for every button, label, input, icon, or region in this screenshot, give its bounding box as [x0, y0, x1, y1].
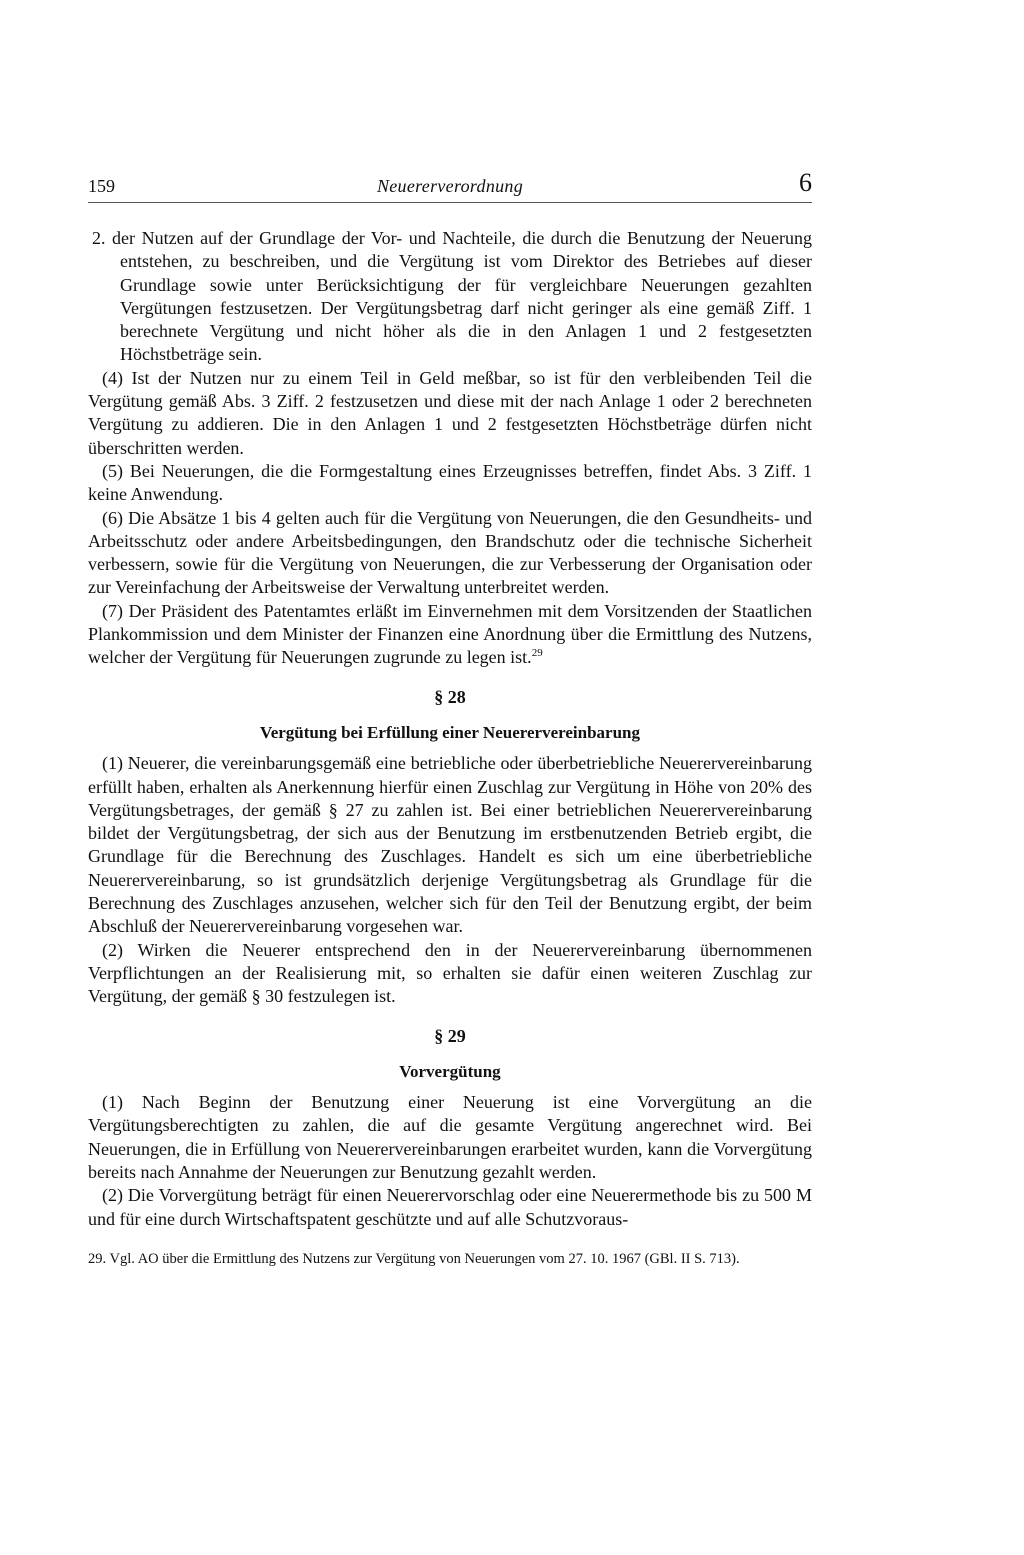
footnote-ref-29: 29 — [531, 647, 543, 660]
paragraph-4: (4) Ist der Nutzen nur zu einem Teil in Geld meßbar, so ist für den verbleibenden Teil die Vergütung gemäß Abs. 3 Ziff. 2 festzusetzen und diese mit der nach Anlage 1 oder 2 berechneten Vergütung zu addieren. Die in den Anlagen 1 und 2 festgesetzten Höchstbeträge dürfen nicht überschritten werden. — [88, 367, 812, 458]
page-number: 159 — [88, 176, 115, 196]
running-title: Neuererverordnung — [376, 176, 524, 196]
chapter-number: 6 — [799, 168, 812, 197]
paragraph-5: (5) Bei Neuerungen, die die Formgestaltung eines Erzeugnisses betreffen, findet Abs. 3 Ziff. 1 keine Anwendung. — [88, 460, 812, 505]
section-29-paragraph-1: (1) Nach Beginn der Benutzung einer Neuerung ist eine Vorvergütung an die Vergütungsberechtigten zu zahlen, die auf die gesamte Vergütung angerechnet wird. Bei Neuerungen, die in Erfüllung von Neuerervereinbarungen erarbeitet wurden, kann die Vorvergütung bereits nach Annahme der Neuerungen zur Benutzung gezahlt werden. — [88, 1092, 812, 1182]
section-29-paragraph-2: (2) Die Vorvergütung beträgt für einen Neuerervorschlag oder eine Neuerermethode bis zu 500 M und für eine durch Wirtschaftspatent geschützte und auf alle Schutzvoraus- — [88, 1185, 812, 1229]
paragraph-7 — [88, 600, 812, 670]
running-header — [88, 170, 812, 203]
footnotes — [88, 1249, 812, 1269]
section-28-number: § 28 — [434, 686, 466, 707]
list-item-2: 2. der Nutzen auf der Grundlage der Vor- und Nachteile, die durch die Benutzung der Neuerung entstehen, zu beschreiben, und die Vergütung ist vom Direktor des Betriebes auf dieser Grundlage sowie unter Berücksichtigung der für vergleichbare Neuerungen gezahlten Vergütungen festzusetzen. Der Vergütungsbetrag darf nicht geringer als eine gemäß Ziff. 1 berechnete Vergütung und nicht höher als die in den Anlagen 1 und 2 festgesetzten Höchstbeträge sein. — [92, 228, 812, 365]
section-28-paragraph-1: (1) Neuerer, die vereinbarungsgemäß eine betriebliche oder überbetriebliche Neuerervereinbarung erfüllt haben, erhalten als Anerkennung hierfür einen Zuschlag zur Vergütung in Höhe von 20% des Vergütungsbetrages, der gemäß § 27 zu zahlen ist. Bei einer betrieblichen Neuerervereinbarung bildet der Vergütungsbetrag, der sich aus der Benutzung im erstbenutzenden Betrieb ergibt, die Grundlage für die Berechnung des Zuschlages. Handelt es sich um eine überbetriebliche Neuerervereinbarung, so ist grundsätzlich derjenige Vergütungsbetrag als Grundlage für die Berechnung des Zuschlages anzusehen, welcher sich für den Teil der Benutzung ergibt, der beim Abschluß der Neuerervereinbarung vorgesehen war. — [88, 753, 812, 937]
section-28-paragraph-2: (2) Wirken die Neuerer entsprechend den in der Neuerervereinbarung übernommenen Verpflichtungen an der Realisierung mit, so erhalten sie dafür einen weiteren Zuschlag zur Vergütung, der gemäß § 30 festzulegen ist. — [88, 939, 812, 1007]
paragraph-6: (6) Die Absätze 1 bis 4 gelten auch für die Vergütung von Neuerungen, die den Gesundheits- und Arbeitsschutz oder andere Arbeitsbedingungen, den Brandschutz oder die technische Sicherheit verbessern, sowie für die Vergütung von Neuerungen, die zur Verbesserung der Organisation oder zur Vereinfachung der Arbeitsweise der Verwaltung unterbreitet werden. — [88, 507, 812, 598]
section-29-number: § 29 — [434, 1025, 466, 1046]
body-text — [88, 227, 812, 1231]
paragraph-7-text: (7) Der Präsident des Patentamtes erläßt im Einvernehmen mit dem Vorsitzenden der Staatlichen Plankommission und dem Minister der Finanzen eine Anordnung über die Ermittlung des Nutzens, welcher der Vergütung für Neuerungen zugrunde zu legen ist. — [88, 600, 812, 668]
section-29-title: Vorvergütung — [399, 1061, 501, 1081]
footnote-29: 29. Vgl. AO über die Ermittlung des Nutzens zur Vergütung von Neuerungen vom 27. 10. 1967 (GBl. II S. 713). — [88, 1250, 740, 1267]
section-28-title: Vergütung bei Erfüllung einer Neuerervereinbarung — [260, 722, 640, 742]
document-page — [88, 170, 812, 1269]
